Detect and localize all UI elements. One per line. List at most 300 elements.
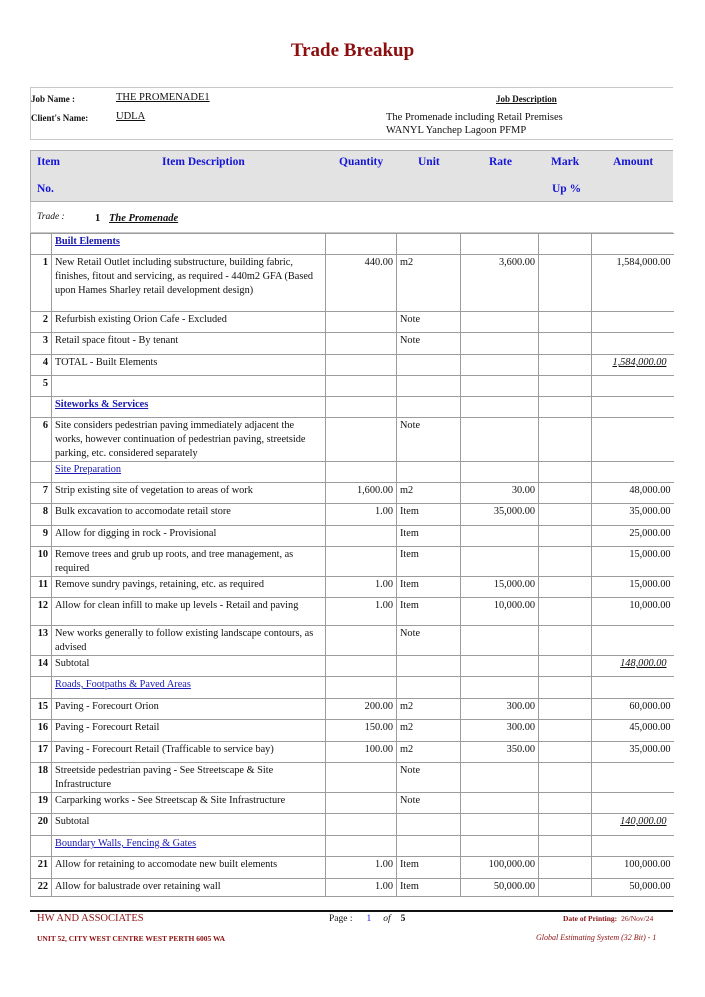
item-unit-text: Note bbox=[400, 420, 421, 431]
item-amount bbox=[592, 793, 674, 814]
item-markup bbox=[539, 255, 592, 312]
item-number-text: 12 bbox=[37, 600, 48, 611]
subtotal-row bbox=[31, 814, 674, 836]
item-markup bbox=[539, 376, 592, 397]
item-rate-text: 300.00 bbox=[506, 722, 535, 733]
item-amount bbox=[592, 333, 674, 355]
item-quantity-text: 1.00 bbox=[374, 579, 393, 590]
item-description bbox=[52, 626, 326, 656]
item-amount-text: 15,000.00 bbox=[629, 549, 671, 560]
item-rate-text: 30.00 bbox=[511, 485, 535, 496]
item-rate bbox=[461, 462, 539, 483]
item-rate bbox=[461, 577, 539, 598]
item-quantity bbox=[326, 720, 397, 742]
item-unit bbox=[397, 577, 461, 598]
item-number bbox=[31, 255, 52, 312]
item-description bbox=[52, 763, 326, 793]
item-description-text: Allow for clean infill to make up levels - Retail and paving bbox=[55, 600, 299, 611]
table-row bbox=[31, 504, 674, 526]
item-number bbox=[31, 355, 52, 376]
item-quantity bbox=[326, 483, 397, 504]
item-unit bbox=[397, 742, 461, 763]
item-description-text: New works generally to follow existing landscape contours, as advised bbox=[55, 628, 314, 653]
item-number bbox=[31, 793, 52, 814]
item-rate bbox=[461, 836, 539, 857]
item-number bbox=[31, 312, 52, 333]
item-description-text: Site considers pedestrian paving immediately adjacent the works, however continuation of pedestrian paving, streetside parking, etc. considered separately bbox=[55, 420, 306, 459]
item-quantity bbox=[326, 255, 397, 312]
item-description-text: Streetside pedestrian paving - See Streetscape & Site Infrastructure bbox=[55, 765, 274, 790]
item-amount-text: 60,000.00 bbox=[629, 701, 671, 712]
item-unit-text: m2 bbox=[400, 485, 414, 496]
item-description bbox=[52, 879, 326, 897]
item-rate bbox=[461, 598, 539, 626]
item-unit bbox=[397, 333, 461, 355]
item-markup bbox=[539, 677, 592, 699]
date-label: Date of Printing: bbox=[563, 914, 618, 923]
item-number bbox=[31, 418, 52, 462]
item-description-text[interactable]: Site Preparation bbox=[55, 464, 122, 475]
table-row bbox=[31, 793, 674, 814]
item-quantity-text: 1.00 bbox=[374, 859, 393, 870]
job-name-value: THE PROMENADE1 bbox=[116, 92, 210, 103]
item-number-text: 5 bbox=[42, 378, 48, 389]
item-description-text: Allow for retaining to accomodate new built elements bbox=[55, 859, 278, 870]
item-unit-text: Item bbox=[400, 579, 419, 590]
item-quantity bbox=[326, 626, 397, 656]
item-markup bbox=[539, 504, 592, 526]
item-description bbox=[52, 355, 326, 376]
item-rate bbox=[461, 234, 539, 255]
item-unit bbox=[397, 418, 461, 462]
item-number-text: 4 bbox=[42, 357, 48, 368]
item-rate-text: 350.00 bbox=[506, 744, 535, 755]
item-rate bbox=[461, 793, 539, 814]
item-description-text: Remove trees and grub up roots, and tree management, as required bbox=[55, 549, 294, 574]
item-unit-text: Item bbox=[400, 859, 419, 870]
item-unit bbox=[397, 793, 461, 814]
item-unit bbox=[397, 699, 461, 720]
item-amount bbox=[592, 626, 674, 656]
column-header-description: Item Description bbox=[162, 156, 245, 168]
item-unit bbox=[397, 355, 461, 376]
item-amount-text: 35,000.00 bbox=[629, 744, 671, 755]
item-unit-text: Item bbox=[400, 528, 419, 539]
item-quantity bbox=[326, 397, 397, 418]
item-rate-text: 15,000.00 bbox=[493, 579, 535, 590]
table-row bbox=[31, 857, 674, 879]
table-row bbox=[31, 526, 674, 547]
item-rate bbox=[461, 526, 539, 547]
item-quantity bbox=[326, 504, 397, 526]
item-unit bbox=[397, 814, 461, 836]
page-of: of bbox=[383, 914, 391, 924]
item-description-text: Paving - Forecourt Retail bbox=[55, 722, 160, 733]
job-description-line-1: The Promenade including Retail Premises bbox=[386, 112, 563, 123]
client-name-value: UDLA bbox=[116, 111, 146, 122]
item-unit-text: Item bbox=[400, 600, 419, 611]
item-number-text: 21 bbox=[37, 859, 48, 870]
item-number-text: 17 bbox=[37, 744, 48, 755]
item-markup bbox=[539, 793, 592, 814]
item-unit bbox=[397, 857, 461, 879]
section-heading-row bbox=[31, 234, 674, 255]
item-amount bbox=[592, 462, 674, 483]
footer-system-name: Global Estimating System (32 Bit) - 1 bbox=[536, 933, 657, 942]
column-header-item: Item bbox=[37, 156, 60, 168]
item-amount bbox=[592, 483, 674, 504]
item-description bbox=[52, 699, 326, 720]
item-quantity-text: 440.00 bbox=[364, 257, 393, 268]
item-amount bbox=[592, 504, 674, 526]
page-current: 1 bbox=[366, 914, 372, 924]
table-row bbox=[31, 626, 674, 656]
item-description-text[interactable]: Roads, Footpaths & Paved Areas bbox=[55, 679, 191, 690]
item-unit-text: Item bbox=[400, 506, 419, 517]
item-number bbox=[31, 504, 52, 526]
table-row bbox=[31, 699, 674, 720]
item-quantity-text: 1.00 bbox=[374, 600, 393, 611]
item-description-text: Remove sundry pavings, retaining, etc. as required bbox=[55, 579, 265, 590]
item-amount bbox=[592, 720, 674, 742]
item-unit-text: Note bbox=[400, 314, 421, 325]
column-header-amount: Amount bbox=[613, 156, 654, 168]
page-label: Page : bbox=[329, 914, 353, 924]
item-amount bbox=[592, 376, 674, 397]
item-unit-text: Note bbox=[400, 628, 421, 639]
item-number bbox=[31, 742, 52, 763]
item-rate bbox=[461, 720, 539, 742]
item-description bbox=[52, 720, 326, 742]
item-rate bbox=[461, 814, 539, 836]
item-markup bbox=[539, 879, 592, 897]
item-number-text: 14 bbox=[37, 658, 48, 669]
item-quantity-text: 100.00 bbox=[364, 744, 393, 755]
table-row bbox=[31, 333, 674, 355]
item-quantity bbox=[326, 376, 397, 397]
item-number bbox=[31, 547, 52, 577]
item-amount-text: 50,000.00 bbox=[629, 881, 671, 892]
item-rate-text: 300.00 bbox=[506, 701, 535, 712]
item-unit bbox=[397, 763, 461, 793]
item-amount-text: 15,000.00 bbox=[629, 579, 671, 590]
item-description bbox=[52, 418, 326, 462]
item-number bbox=[31, 857, 52, 879]
item-description-text: Carparking works - See Streetscap & Site Infrastructure bbox=[55, 795, 286, 806]
item-number bbox=[31, 333, 52, 355]
table-row bbox=[31, 720, 674, 742]
item-amount bbox=[592, 234, 674, 255]
footer-pagination bbox=[329, 914, 405, 924]
item-description bbox=[52, 333, 326, 355]
item-markup bbox=[539, 836, 592, 857]
item-unit bbox=[397, 397, 461, 418]
footer-divider bbox=[30, 910, 673, 912]
item-description bbox=[52, 234, 326, 255]
job-info-box bbox=[30, 87, 673, 140]
item-number-text: 8 bbox=[42, 506, 48, 517]
item-description-text: Allow for balustrade over retaining wall bbox=[55, 881, 221, 892]
item-description bbox=[52, 857, 326, 879]
item-description bbox=[52, 547, 326, 577]
item-number bbox=[31, 879, 52, 897]
item-description-text: Subtotal bbox=[55, 658, 90, 669]
item-unit bbox=[397, 312, 461, 333]
item-amount bbox=[592, 598, 674, 626]
item-amount bbox=[592, 577, 674, 598]
trade-items-table bbox=[30, 233, 674, 897]
item-amount-text: 1,584,000.00 bbox=[616, 257, 671, 268]
item-description bbox=[52, 504, 326, 526]
item-markup bbox=[539, 462, 592, 483]
item-number bbox=[31, 720, 52, 742]
item-description-text[interactable]: Boundary Walls, Fencing & Gates bbox=[55, 838, 197, 849]
column-header-markup-line2: Up % bbox=[552, 183, 582, 195]
item-amount-text: 35,000.00 bbox=[629, 506, 671, 517]
item-amount-text: 45,000.00 bbox=[629, 722, 671, 733]
item-markup bbox=[539, 814, 592, 836]
item-amount-text: 48,000.00 bbox=[629, 485, 671, 496]
item-markup bbox=[539, 763, 592, 793]
item-rate bbox=[461, 879, 539, 897]
table-header bbox=[30, 150, 673, 202]
item-number bbox=[31, 677, 52, 699]
trade-label: Trade : bbox=[37, 212, 65, 222]
table-row bbox=[31, 255, 674, 312]
job-description bbox=[386, 111, 563, 137]
item-markup bbox=[539, 699, 592, 720]
item-rate bbox=[461, 857, 539, 879]
item-unit bbox=[397, 504, 461, 526]
item-number-text: 20 bbox=[37, 816, 48, 827]
item-amount bbox=[592, 255, 674, 312]
item-description bbox=[52, 793, 326, 814]
date-value: 26/Nov/24 bbox=[621, 914, 654, 923]
item-rate bbox=[461, 483, 539, 504]
item-description bbox=[52, 483, 326, 504]
item-number-text: 1 bbox=[42, 257, 48, 268]
item-amount bbox=[592, 677, 674, 699]
item-description bbox=[52, 462, 326, 483]
item-description-text: Paving - Forecourt Retail (Trafficable to service bay) bbox=[55, 744, 274, 755]
item-amount bbox=[592, 742, 674, 763]
item-markup bbox=[539, 312, 592, 333]
item-rate-text: 100,000.00 bbox=[488, 859, 535, 870]
item-amount bbox=[592, 836, 674, 857]
item-quantity bbox=[326, 333, 397, 355]
item-amount bbox=[592, 814, 674, 836]
item-description-text[interactable]: Siteworks & Services bbox=[55, 399, 149, 410]
item-amount-text: 148,000.00 bbox=[620, 658, 667, 669]
column-header-rate: Rate bbox=[489, 156, 512, 168]
table-row bbox=[31, 763, 674, 793]
item-markup bbox=[539, 857, 592, 879]
item-number bbox=[31, 763, 52, 793]
item-quantity bbox=[326, 462, 397, 483]
page-title: Trade Breakup bbox=[290, 40, 415, 61]
item-unit bbox=[397, 626, 461, 656]
table-row bbox=[31, 742, 674, 763]
client-name-label: Client's Name: bbox=[31, 113, 89, 123]
item-quantity bbox=[326, 763, 397, 793]
table-row bbox=[31, 483, 674, 504]
item-number-text: 18 bbox=[37, 765, 48, 776]
item-number bbox=[31, 699, 52, 720]
item-amount bbox=[592, 699, 674, 720]
job-name-label: Job Name : bbox=[31, 94, 75, 104]
item-number-text: 22 bbox=[37, 881, 48, 892]
item-unit-text: Note bbox=[400, 765, 421, 776]
item-unit bbox=[397, 677, 461, 699]
item-quantity bbox=[326, 577, 397, 598]
item-description bbox=[52, 677, 326, 699]
item-unit bbox=[397, 598, 461, 626]
item-markup bbox=[539, 333, 592, 355]
section-heading-row bbox=[31, 836, 674, 857]
item-rate-text: 35,000.00 bbox=[493, 506, 535, 517]
item-unit bbox=[397, 234, 461, 255]
item-quantity-text: 1.00 bbox=[374, 506, 393, 517]
subtotal-row bbox=[31, 656, 674, 677]
item-number bbox=[31, 483, 52, 504]
item-description-text: TOTAL - Built Elements bbox=[55, 357, 158, 368]
item-number-text: 6 bbox=[42, 420, 48, 431]
item-number bbox=[31, 577, 52, 598]
item-description-text[interactable]: Built Elements bbox=[55, 236, 120, 247]
item-amount bbox=[592, 397, 674, 418]
footer-company: HW AND ASSOCIATES bbox=[37, 913, 144, 924]
item-markup bbox=[539, 355, 592, 376]
item-quantity bbox=[326, 234, 397, 255]
item-markup bbox=[539, 397, 592, 418]
item-markup bbox=[539, 547, 592, 577]
table-row bbox=[31, 879, 674, 897]
item-unit-text: Item bbox=[400, 549, 419, 560]
item-unit-text: Note bbox=[400, 795, 421, 806]
item-number-text: 16 bbox=[37, 722, 48, 733]
item-description-text: Subtotal bbox=[55, 816, 90, 827]
item-rate-text: 50,000.00 bbox=[493, 881, 535, 892]
item-amount-text: 1,584,000.00 bbox=[612, 357, 667, 368]
item-quantity bbox=[326, 857, 397, 879]
item-number bbox=[31, 836, 52, 857]
item-rate bbox=[461, 418, 539, 462]
trade-number: 1 bbox=[95, 213, 101, 224]
item-rate bbox=[461, 333, 539, 355]
item-unit-text: m2 bbox=[400, 744, 414, 755]
item-number-text: 11 bbox=[38, 579, 48, 590]
item-description bbox=[52, 255, 326, 312]
item-unit bbox=[397, 720, 461, 742]
item-quantity bbox=[326, 814, 397, 836]
item-rate bbox=[461, 626, 539, 656]
item-quantity bbox=[326, 526, 397, 547]
table-row bbox=[31, 418, 674, 462]
item-quantity bbox=[326, 879, 397, 897]
item-number bbox=[31, 376, 52, 397]
item-number-text: 3 bbox=[42, 335, 48, 346]
item-number bbox=[31, 598, 52, 626]
item-quantity bbox=[326, 355, 397, 376]
item-quantity bbox=[326, 793, 397, 814]
table-row bbox=[31, 376, 674, 397]
item-rate bbox=[461, 742, 539, 763]
item-rate bbox=[461, 355, 539, 376]
item-number bbox=[31, 626, 52, 656]
item-number-text: 9 bbox=[42, 528, 48, 539]
item-description-text: Allow for digging in rock - Provisional bbox=[55, 528, 217, 539]
item-unit bbox=[397, 255, 461, 312]
column-header-unit: Unit bbox=[418, 156, 440, 168]
item-amount-text: 25,000.00 bbox=[629, 528, 671, 539]
item-unit bbox=[397, 879, 461, 897]
item-number bbox=[31, 462, 52, 483]
job-description-heading: Job Description bbox=[496, 94, 557, 104]
item-unit bbox=[397, 376, 461, 397]
item-description bbox=[52, 814, 326, 836]
item-unit bbox=[397, 836, 461, 857]
item-markup bbox=[539, 598, 592, 626]
item-amount bbox=[592, 547, 674, 577]
item-description-text: Retail space fitout - By tenant bbox=[55, 335, 179, 346]
trade-row bbox=[30, 202, 673, 233]
subtotal-row bbox=[31, 355, 674, 376]
item-number-text: 13 bbox=[37, 628, 48, 639]
item-markup bbox=[539, 656, 592, 677]
item-rate-text: 10,000.00 bbox=[493, 600, 535, 611]
item-amount-text: 140,000.00 bbox=[620, 816, 667, 827]
item-number-text: 10 bbox=[37, 549, 48, 560]
section-heading-row bbox=[31, 462, 674, 483]
item-amount bbox=[592, 879, 674, 897]
item-unit-text: Note bbox=[400, 335, 421, 346]
item-description-text: Paving - Forecourt Orion bbox=[55, 701, 159, 712]
item-number bbox=[31, 814, 52, 836]
item-amount bbox=[592, 656, 674, 677]
item-unit bbox=[397, 547, 461, 577]
item-number-text: 7 bbox=[42, 485, 48, 496]
item-number-text: 15 bbox=[37, 701, 48, 712]
item-quantity bbox=[326, 598, 397, 626]
item-amount bbox=[592, 526, 674, 547]
column-header-markup: Mark bbox=[551, 156, 580, 168]
item-quantity-text: 200.00 bbox=[364, 701, 393, 712]
item-number-text: 2 bbox=[42, 314, 48, 325]
table-row bbox=[31, 598, 674, 626]
item-description bbox=[52, 656, 326, 677]
item-rate bbox=[461, 699, 539, 720]
item-number-text: 19 bbox=[37, 795, 48, 806]
job-description-line-2: WANYL Yanchep Lagoon PFMP bbox=[386, 125, 527, 136]
column-header-item-no: No. bbox=[37, 183, 54, 195]
item-description bbox=[52, 577, 326, 598]
item-number bbox=[31, 234, 52, 255]
item-rate-text: 3,600.00 bbox=[498, 257, 535, 268]
item-markup bbox=[539, 526, 592, 547]
section-heading-row bbox=[31, 677, 674, 699]
item-quantity bbox=[326, 656, 397, 677]
item-amount bbox=[592, 355, 674, 376]
item-quantity-text: 1,600.00 bbox=[356, 485, 393, 496]
item-unit bbox=[397, 462, 461, 483]
item-unit bbox=[397, 526, 461, 547]
item-description bbox=[52, 397, 326, 418]
item-unit-text: m2 bbox=[400, 722, 414, 733]
item-amount-text: 10,000.00 bbox=[629, 600, 671, 611]
item-markup bbox=[539, 577, 592, 598]
item-description-text: Strip existing site of vegetation to areas of work bbox=[55, 485, 253, 496]
item-amount bbox=[592, 312, 674, 333]
